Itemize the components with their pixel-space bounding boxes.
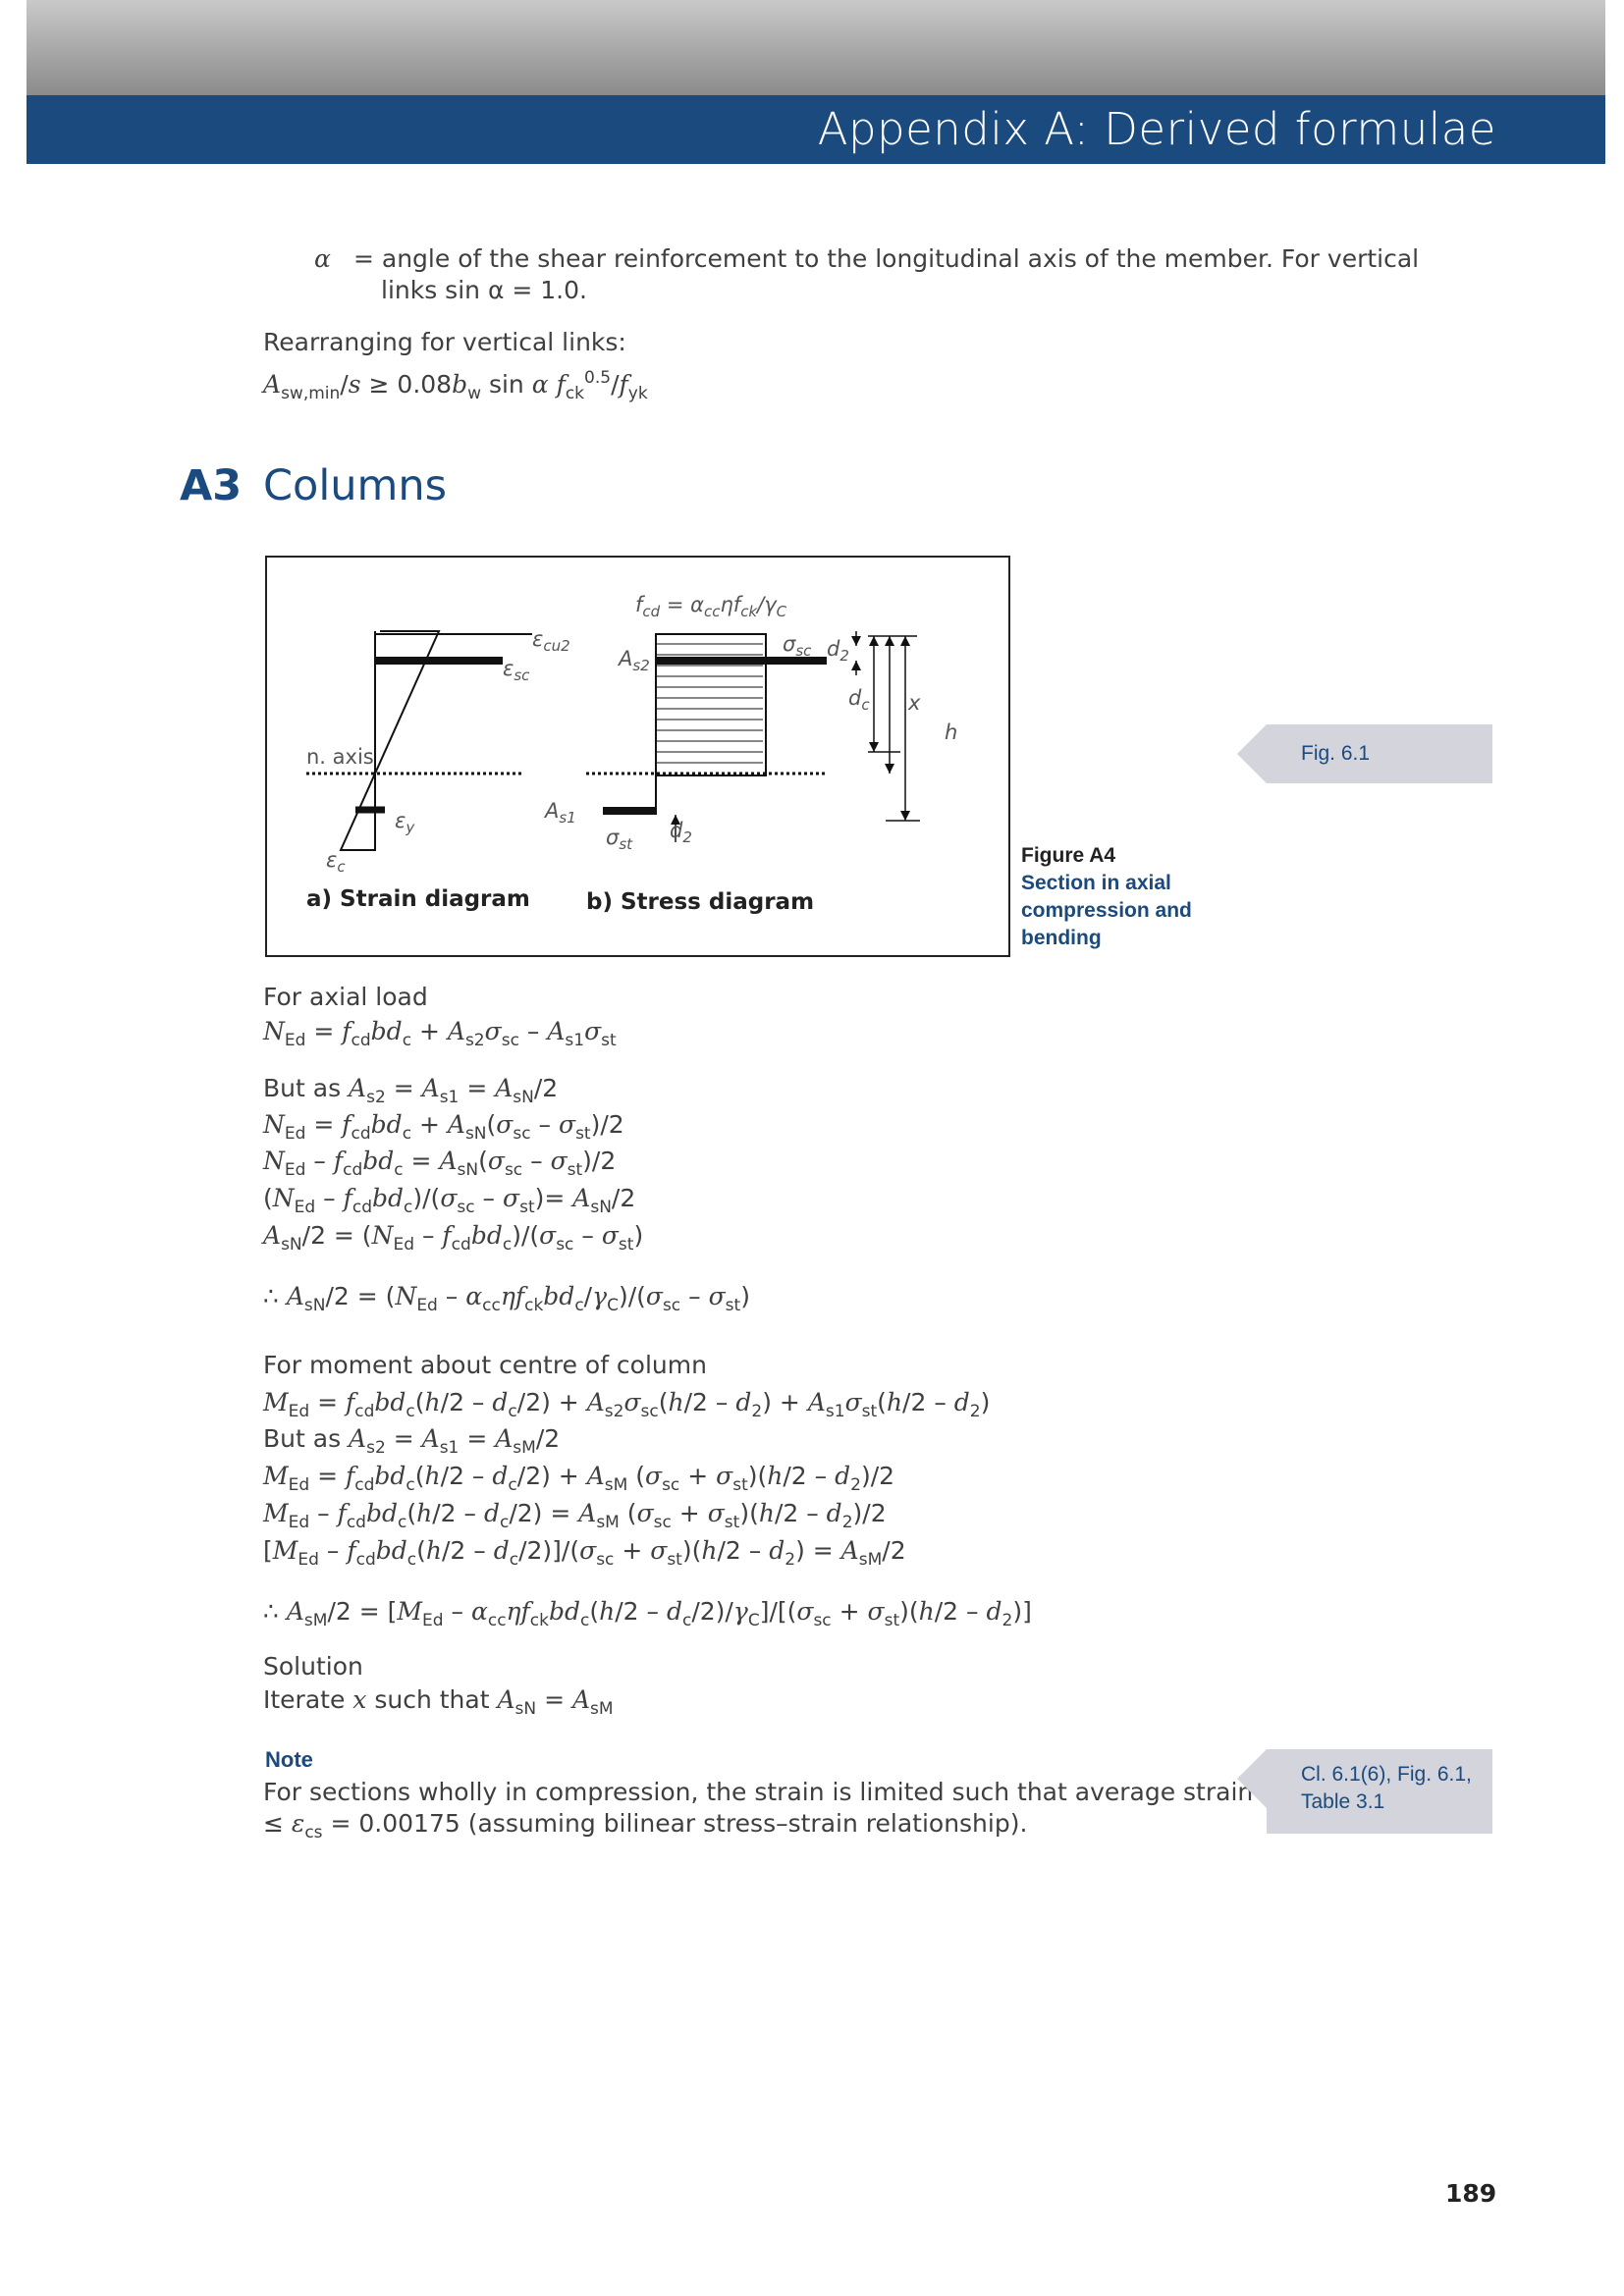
equation-but-as-1: But as $A_{s2} = A_{s1} = A_{sN}/2$ — [263, 1074, 559, 1107]
figure-caption-line: Section in axial — [1021, 872, 1171, 894]
x-label: x — [908, 691, 921, 715]
note-ref-line2: Table 3.1 — [1301, 1790, 1385, 1813]
alpha-definition-line1: = angle of the shear reinforcement to the longitudinal axis of the member. For vertical — [353, 244, 1420, 273]
strain-ecu2-label: $\varepsilon_{cu2}$ — [532, 627, 570, 655]
page-number: 189 — [1445, 2179, 1497, 2208]
strain-stress-diagram — [267, 558, 1008, 955]
equation-asm-final: ∴ $A_{sM}/2 = [M_{Ed} - \alpha_{cc}\eta f_{ck}bd_c(h/2 - d_c/2)/\gamma_C]/[(\sigma_{sc} + \sigma_{st})(h/2 - d_2)]$ — [263, 1597, 1032, 1630]
strain-diagram-label: a) Strain diagram — [306, 886, 530, 912]
axial-load-heading: For axial load — [263, 983, 428, 1011]
iterate-text: Iterate x such that $A_{sN} = A_{sM}$ — [263, 1685, 614, 1719]
figure-box — [265, 556, 1010, 957]
equation-asn-final: ∴ $A_{sN}/2 = (N_{Ed} - \alpha_{cc}\eta f_{ck}bd_c/\gamma_C)/(\sigma_{sc} - \sigma_{st})$ — [263, 1282, 750, 1315]
header-title: Appendix A: Derived formulae — [817, 103, 1496, 155]
stress-diagram-label: b) Stress diagram — [586, 889, 815, 915]
figure-caption-line: compression and — [1021, 899, 1192, 922]
solution-heading: Solution — [263, 1652, 363, 1681]
sigma-sc-label: $\sigma_{sc}$ — [783, 632, 812, 660]
equation-med-3: $M_{Ed} - f_{cd}bd_c(h/2 - d_c/2) = A_{sM}$ $(\sigma_{sc} + \sigma_{st})(h/2 - d_2)/2$ — [263, 1499, 887, 1532]
but-as-text: But as — [263, 1424, 350, 1453]
equation-med-4: $[M_{Ed} - f_{cd}bd_c(h/2 - d_c/2)]/(\sigma_{sc} + \sigma_{st})(h/2 - d_2) = A_{sM}/2$ — [263, 1536, 906, 1570]
side-tab-fig — [1267, 724, 1492, 783]
alpha-symbol: α — [314, 244, 331, 273]
equation-ned-2: $N_{Ed} = f_{cd}bd_c + A_{sN}(\sigma_{sc} - \sigma_{st})/2$ — [263, 1110, 624, 1144]
side-tab-fig-text: Fig. 6.1 — [1301, 742, 1371, 765]
alpha-definition-line2: links sin α = 1.0. — [381, 276, 587, 304]
strain-diagram — [306, 631, 532, 850]
figure-caption-line: bending — [1021, 927, 1102, 949]
note-line2-text: = 0.00175 (assuming bilinear stress–strain relationship). — [322, 1809, 1028, 1838]
header-gray-band — [27, 0, 1605, 95]
note-ref-line1: Cl. 6.1(6), Fig. 6.1, — [1301, 1763, 1472, 1786]
moment-heading: For moment about centre of column — [263, 1351, 707, 1379]
but-as-text: But as — [263, 1074, 350, 1102]
side-tab-note-ref-text — [1267, 1749, 1492, 1824]
strain-ey-label: $\varepsilon_y$ — [395, 809, 415, 836]
equation-asn-1: $A_{sN}/2 = (N_{Ed} - f_{cd}bd_c)/(\sigma_{sc} - \sigma_{st})$ — [263, 1221, 644, 1255]
equation-ned-4: $(N_{Ed} - f_{cd}bd_c)/(\sigma_{sc} - \sigma_{st})= A_{sN}/2$ — [263, 1184, 636, 1217]
d2-bottom-label: $d_2$ — [670, 819, 692, 846]
sigma-st-label: $\sigma_{st}$ — [606, 826, 633, 853]
strain-esc-label: $\varepsilon_{sc}$ — [503, 657, 530, 684]
note-line2: ≤ $\varepsilon_{cs} = 0.00175$ (assuming bilinear stress–strain relationship). — [263, 1809, 1028, 1842]
dc-label: $d_c$ — [848, 686, 870, 714]
figure-caption-title: Figure A4 — [1021, 844, 1116, 867]
equation-med-1: $M_{Ed} = f_{cd}bd_c(h/2 - d_c/2) + A_{s2}\sigma_{sc}(h/2 - d_2) + A_{s1}\sigma_{st}(h/2 - d_2)$ — [263, 1388, 991, 1421]
note-title: Note — [265, 1747, 313, 1772]
as2-label: $A_{s2}$ — [619, 647, 650, 674]
d2-top-label: $d_2$ — [827, 637, 849, 665]
equation-but-as-2: But as $A_{s2} = A_{s1} = A_{sM}/2$ — [263, 1424, 561, 1458]
asw-min-formula: $A_{sw,min}/s \ge 0.08b_w$ sin α $f_{ck}^{0.5}/f_{yk}$ — [263, 368, 648, 403]
note-line1: For sections wholly in compression, the strain is limited such that average strain — [263, 1778, 1254, 1806]
h-label: h — [945, 721, 958, 744]
fcd-formula-label: $f_{cd} = \alpha_{cc}\eta f_{ck}/\gamma_C$ — [635, 593, 787, 620]
strain-ec-label: $\varepsilon_c$ — [326, 848, 346, 876]
equation-ned-3: $N_{Ed} - f_{cd}bd_c = A_{sN}(\sigma_{sc} - \sigma_{st})/2$ — [263, 1147, 617, 1180]
side-tab-note-ref — [1267, 1749, 1492, 1834]
figure-caption-body — [1021, 870, 1192, 952]
equation-med-2: $M_{Ed} = f_{cd}bd_c(h/2 - d_c/2) + A_{sM}$ $(\sigma_{sc} + \sigma_{st})(h/2 - d_2)/2$ — [263, 1462, 895, 1495]
section-title: Columns — [263, 461, 448, 510]
rearranging-text: Rearranging for vertical links: — [263, 328, 626, 356]
neutral-axis-label: n. axis — [306, 745, 374, 769]
iterate-label: Iterate — [263, 1685, 353, 1714]
section-number: A3 — [180, 461, 243, 510]
equation-ned-1: $N_{Ed} = f_{cd}bd_c + A_{s2}\sigma_{sc} - A_{s1}\sigma_{st}$ — [263, 1017, 617, 1050]
as1-label: $A_{s1}$ — [545, 799, 576, 827]
